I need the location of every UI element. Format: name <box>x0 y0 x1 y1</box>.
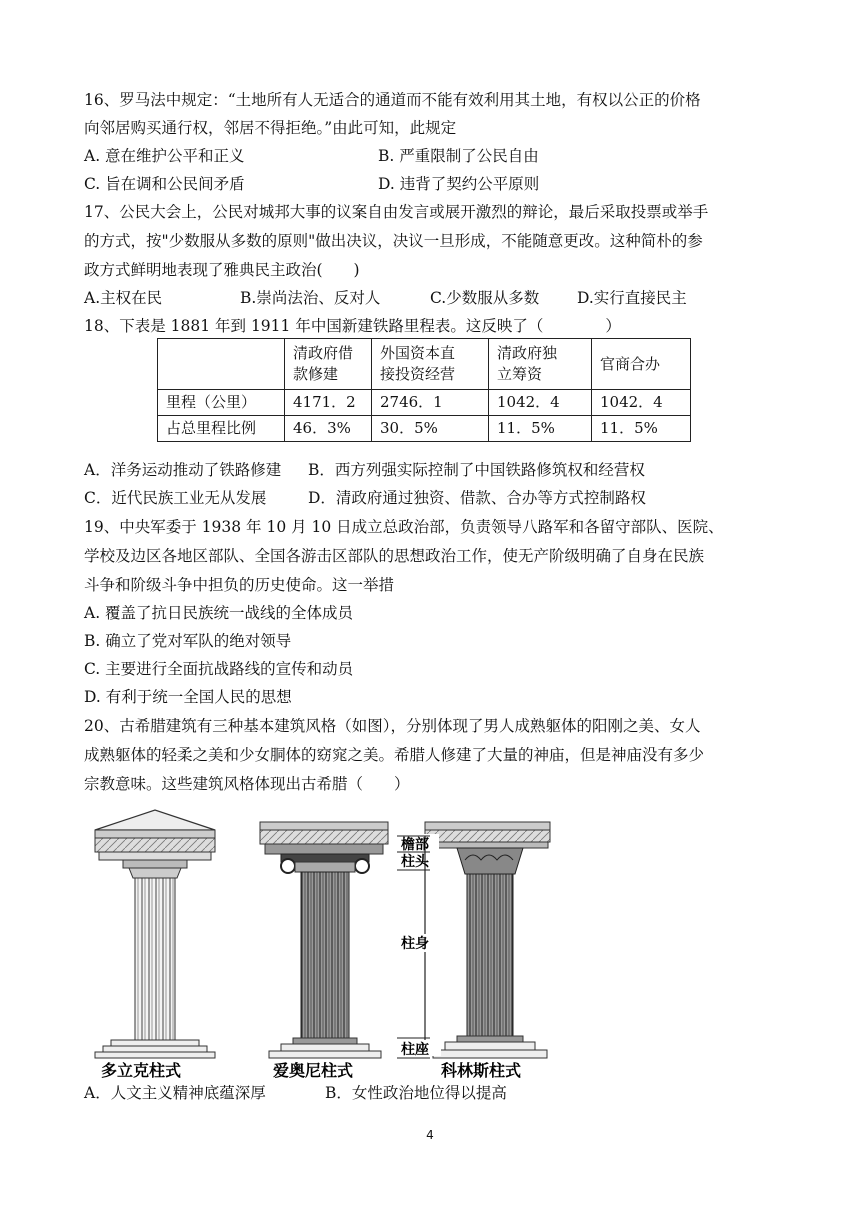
label-entablature: 檐部 <box>401 837 429 853</box>
q19-stem-line3: 斗争和阶级斗争中担负的历史使命。这一举措 <box>84 576 395 594</box>
table-cell: 1042．4 <box>489 390 592 416</box>
table-cell: 1042．4 <box>592 390 691 416</box>
table-cell: 里程（公里） <box>158 390 285 416</box>
q20-stem-line1: 20、古希腊建筑有三种基本建筑风格（如图），分别体现了男人成熟躯体的阳刚之美、女人 <box>84 717 701 735</box>
q19-option-d: D. 有利于统一全国人民的思想 <box>84 688 292 706</box>
q17-option-a: A.主权在民 <box>84 289 163 307</box>
doric-column-illustration <box>95 810 215 1058</box>
q17-option-b: B.崇尚法治、反对人 <box>240 289 381 307</box>
q16-stem-line1: 16、罗马法中规定：“土地所有人无适合的通道而不能有效利用其土地，有权以公正的价格 <box>84 91 701 109</box>
ionic-column-illustration <box>260 822 388 1058</box>
table-cell: 11．5% <box>489 416 592 442</box>
table-row <box>158 390 691 416</box>
caption-corinthian: 科林斯柱式 <box>441 1061 522 1078</box>
q19-option-a: A. 覆盖了抗日民族统一战线的全体成员 <box>84 604 354 622</box>
table-header-cell <box>592 339 691 390</box>
table-header-text: 清政府借 <box>293 344 354 362</box>
table-header-row <box>158 339 691 390</box>
q16-option-c: C. 旨在调和公民间矛盾 <box>84 175 245 193</box>
q18-option-b: B．西方列强实际控制了中国铁路修筑权和经营权 <box>308 461 645 479</box>
table-cell: 4171．2 <box>285 390 372 416</box>
table-header-text: 官商合办 <box>600 354 661 373</box>
corinthian-column-illustration <box>425 822 550 1058</box>
q16-option-d: D. 违背了契约公平原则 <box>378 175 540 193</box>
label-shaft: 柱身 <box>401 936 429 952</box>
greek-columns-figure <box>85 808 555 1078</box>
q19-option-b: B. 确立了党对军队的绝对领导 <box>84 632 292 650</box>
page-number: 4 <box>426 1128 434 1142</box>
table-cell: 30．5% <box>372 416 489 442</box>
table-cell: 46．3% <box>285 416 372 442</box>
table-header-text: 款修建 <box>293 365 339 383</box>
q19-stem-line1: 19、中央军委于 1938 年 10 月 10 日成立总政治部，负责领导八路军和各留守部队、医院、 <box>84 518 724 536</box>
q18-option-c: C．近代民族工业无从发展 <box>84 489 267 507</box>
q20-stem-line3: 宗教意味。这些建筑风格体现出古希腊（ ） <box>84 775 410 793</box>
table-cell: 占总里程比例 <box>158 416 285 442</box>
q20-option-b: B．女性政治地位得以提高 <box>325 1084 507 1102</box>
label-base: 柱座 <box>401 1042 429 1058</box>
q17-option-d: D.实行直接民主 <box>577 289 687 307</box>
q18-stem-line1: 18、下表是 1881 年到 1911 年中国新建铁路里程表。这反映了（ ） <box>84 317 621 335</box>
table-cell: 11．5% <box>592 416 691 442</box>
table-header-cell <box>285 339 372 390</box>
q19-stem-line2: 学校及边区各地区部队、全国各游击区部队的思想政治工作，使无产阶级明确了自身在民族 <box>84 547 705 565</box>
q17-option-c: C.少数服从多数 <box>430 289 540 307</box>
q17-stem-line3: 政方式鲜明地表现了雅典民主政治( ) <box>84 261 360 279</box>
table-header-text: 接投资经营 <box>380 365 456 383</box>
caption-doric: 多立克柱式 <box>101 1061 182 1078</box>
q16-stem-line2: 向邻居购买通行权，邻居不得拒绝。”由此可知，此规定 <box>84 119 457 137</box>
q19-option-c: C. 主要进行全面抗战路线的宣传和动员 <box>84 660 354 678</box>
table-header-text: 立筹资 <box>497 365 543 383</box>
q20-option-a: A．人文主义精神底蕴深厚 <box>84 1084 266 1102</box>
caption-ionic: 爱奥尼柱式 <box>273 1061 354 1078</box>
table-header-text: 外国资本直 <box>380 344 456 362</box>
q17-stem-line2: 的方式，按"少数服从多数的原则"做出决议，决议一旦形成，不能随意更改。这种简朴的参 <box>84 232 703 250</box>
table-header-empty <box>158 339 285 390</box>
q18-option-d: D．清政府通过独资、借款、合办等方式控制路权 <box>308 489 646 507</box>
table-cell: 2746．1 <box>372 390 489 416</box>
q20-stem-line2: 成熟躯体的轻柔之美和少女胴体的窈窕之美。希腊人修建了大量的神庙，但是神庙没有多少 <box>84 746 705 764</box>
column-parts-ruler <box>397 834 441 1058</box>
table-header-cell <box>372 339 489 390</box>
q16-option-b: B. 严重限制了公民自由 <box>378 147 539 165</box>
table-header-cell <box>489 339 592 390</box>
table-row <box>158 416 691 442</box>
q16-option-a: A. 意在维护公平和正义 <box>84 147 245 165</box>
railway-mileage-table <box>157 338 691 442</box>
q17-stem-line1: 17、公民大会上，公民对城邦大事的议案自由发言或展开激烈的辩论，最后采取投票或举手 <box>84 203 709 221</box>
q18-option-a: A．洋务运动推动了铁路修建 <box>84 461 282 479</box>
label-capital: 柱头 <box>401 854 429 870</box>
table-header-text: 清政府独 <box>497 344 558 362</box>
